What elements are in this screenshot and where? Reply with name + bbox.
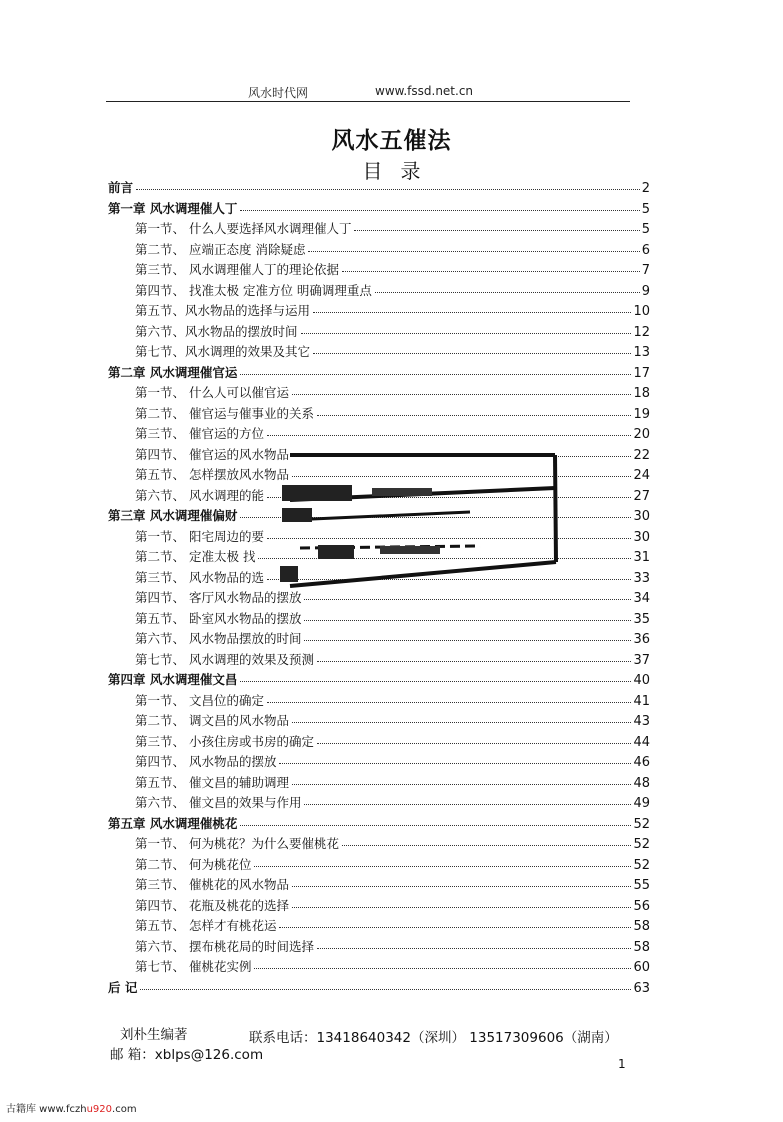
- toc-dot-leader: [279, 763, 631, 764]
- toc-section-row: [135, 875, 650, 895]
- toc-entry-label: 第二节、 何为桃花位: [135, 856, 252, 872]
- toc-dot-leader: [292, 476, 631, 477]
- toc-entry-label: 第五节、 卧室风水物品的摆放: [135, 610, 302, 626]
- toc-dot-leader: [267, 435, 631, 436]
- toc-entry-page: 5: [641, 222, 650, 237]
- toc-entry-label: 第三节、 风水调理催人丁的理论依据: [135, 262, 339, 277]
- toc-entry-label: 第四节、 催官运的风水物品: [135, 446, 289, 462]
- toc-section-row: [135, 342, 650, 362]
- toc-section-row: [135, 445, 650, 465]
- toc-chapter-row: [108, 199, 650, 219]
- page-number: 1: [618, 1057, 626, 1071]
- toc-entry-page: 18: [633, 386, 650, 401]
- toc-dot-leader: [317, 948, 631, 949]
- toc-entry-label: 第六节、 催文昌的效果与作用: [135, 795, 302, 810]
- toc-section-row: [135, 732, 650, 752]
- toc-dot-leader: [240, 825, 631, 826]
- toc-dot-leader: [308, 251, 639, 252]
- toc-entry-page: 31: [633, 550, 650, 565]
- toc-section-row: [135, 609, 650, 629]
- toc-dot-leader: [292, 394, 631, 395]
- toc-dot-leader: [342, 845, 631, 846]
- toc-dot-leader: [240, 210, 639, 211]
- toc-entry-label: 第七节、 风水调理的效果及预测: [135, 651, 314, 667]
- toc-entry-page: 40: [633, 673, 650, 688]
- toc-dot-leader: [304, 640, 631, 641]
- toc-entry-label: 第二节、 催官运与催事业的关系: [135, 405, 314, 421]
- toc-entry-page: 56: [633, 898, 650, 914]
- toc-dot-leader: [317, 415, 631, 416]
- watermark-black: fczh: [65, 1104, 87, 1115]
- toc-dot-leader: [254, 866, 631, 867]
- toc-section-row: [135, 711, 650, 731]
- toc-entry-page: 55: [633, 878, 650, 893]
- toc-entry-label: 第四节、 找准太极 定准方位 明确调理重点: [135, 282, 372, 298]
- toc-section-row: [135, 568, 650, 588]
- toc-entry-label: 第五节、 怎样摆放风水物品: [135, 467, 289, 482]
- toc-dot-leader: [342, 271, 640, 272]
- toc-entry-page: 30: [633, 509, 650, 524]
- toc-section-row: [135, 424, 650, 444]
- toc-dot-leader: [301, 333, 632, 334]
- toc-chapter-row: [108, 670, 650, 690]
- toc-dot-leader: [292, 456, 631, 457]
- toc-entry-label: 第一节、 何为桃花？为什么要催桃花: [135, 836, 339, 851]
- toc-entry-page: 5: [641, 201, 650, 217]
- toc-section-row: [135, 629, 650, 649]
- toc-section-row: [135, 383, 650, 403]
- toc-entry-page: 48: [633, 775, 650, 791]
- toc-entry-page: 24: [633, 468, 650, 483]
- toc-section-row: [135, 855, 650, 875]
- toc-entry-label: 第一节、 什么人可以催官运: [135, 385, 289, 400]
- toc-entry-page: 27: [633, 488, 650, 504]
- toc-section-row: [135, 301, 650, 321]
- toc-section-row: [135, 650, 650, 670]
- toc-entry-page: 10: [633, 304, 650, 319]
- toc-entry-page: 52: [633, 857, 650, 873]
- watermark-prefix: 古籍库 www.: [6, 1104, 66, 1115]
- header-site-url: www.fssd.net.cn: [375, 84, 474, 98]
- watermark: [6, 1100, 137, 1115]
- toc-dot-leader: [240, 681, 631, 682]
- toc-chapter-row: [108, 814, 650, 834]
- toc-section-row: [135, 957, 650, 977]
- toc-entry-label: 第六节、 风水物品摆放的时间: [135, 631, 302, 646]
- toc-entry-label: 第一章 风水调理催人丁: [108, 200, 238, 216]
- toc-entry-label: 第四节、 风水物品的摆放: [135, 754, 277, 769]
- toc-entry-page: 33: [633, 570, 650, 586]
- toc-entry-label: 第七节、风水调理的效果及其它: [135, 344, 311, 359]
- toc-entry-label: 第二节、 定准太极 找: [135, 549, 256, 564]
- toc-entry-label: 第六节、风水物品的摆放时间: [135, 323, 298, 339]
- footer-author: 刘朴生编著: [120, 1027, 188, 1043]
- toc-chapter-row: [108, 506, 650, 526]
- footer-contact: 联系电话：13418640342（深圳） 13517309606（湖南）: [249, 1030, 618, 1046]
- toc-entry-page: 30: [633, 529, 650, 545]
- toc-entry-page: 13: [633, 345, 650, 360]
- toc-section-row: [135, 260, 650, 280]
- toc-dot-leader: [267, 497, 631, 498]
- toc-entry-page: 12: [633, 324, 650, 340]
- toc-chapter-row: [108, 978, 650, 998]
- toc-section-row: [135, 752, 650, 772]
- toc-dot-leader: [258, 558, 631, 559]
- toc-entry-page: 20: [633, 427, 650, 442]
- toc-entry-label: 后 记: [108, 979, 138, 995]
- toc-entry-page: 7: [641, 263, 650, 278]
- toc-dot-leader: [292, 784, 631, 785]
- toc-section-row: [135, 916, 650, 936]
- header-site-name: 风水时代网: [248, 86, 309, 100]
- toc-entry-label: 第一节、 什么人要选择风水调理催人丁: [135, 221, 352, 236]
- toc-dot-leader: [292, 886, 631, 887]
- toc-entry-page: 60: [633, 960, 650, 975]
- toc-entry-page: 44: [633, 734, 650, 750]
- toc-dot-leader: [136, 189, 640, 190]
- toc-entry-page: 41: [633, 693, 650, 709]
- toc-section-row: [135, 793, 650, 813]
- toc-entry-page: 17: [633, 365, 650, 381]
- toc-entry-page: 52: [633, 837, 650, 852]
- toc-entry-page: 22: [633, 447, 650, 463]
- toc-dot-leader: [304, 620, 631, 621]
- toc-entry-label: 第四节、 花瓶及桃花的选择: [135, 897, 289, 913]
- toc-section-row: [135, 773, 650, 793]
- toc-entry-page: 49: [633, 796, 650, 811]
- toc-entry-page: 52: [633, 816, 650, 832]
- toc-entry-page: 9: [641, 283, 650, 299]
- footer-email: 邮 箱：xblps@126.com: [110, 1047, 264, 1063]
- toc-section-row: [135, 281, 650, 301]
- toc-section-row: [135, 404, 650, 424]
- toc-dot-leader: [267, 579, 631, 580]
- toc-dot-leader: [279, 927, 631, 928]
- toc-entry-page: 43: [633, 714, 650, 729]
- toc-entry-label: 第三节、 风水物品的选: [135, 569, 264, 585]
- toc-dot-leader: [304, 804, 631, 805]
- toc-entry-label: 第二节、 调文昌的风水物品: [135, 713, 289, 728]
- toc-entry-label: 第一节、 文昌位的确定: [135, 692, 264, 708]
- toc-section-row: [135, 240, 650, 260]
- toc-dot-leader: [240, 374, 631, 375]
- toc-section-row: [135, 547, 650, 567]
- toc-entry-label: 第二章 风水调理催官运: [108, 364, 238, 380]
- toc-section-row: [135, 322, 650, 342]
- toc-entry-page: 36: [633, 632, 650, 647]
- toc-entry-label: 第四节、 客厅风水物品的摆放: [135, 590, 302, 605]
- toc-entry-label: 第六节、 摆布桃花局的时间选择: [135, 938, 314, 954]
- toc-dot-leader: [292, 722, 631, 723]
- toc-entry-page: 19: [633, 406, 650, 422]
- toc-dot-leader: [254, 968, 631, 969]
- header-rule: [106, 101, 630, 102]
- toc-entry-page: 58: [633, 939, 650, 955]
- toc-entry-label: 第五章 风水调理催桃花: [108, 815, 238, 831]
- watermark-red: u920: [86, 1104, 113, 1115]
- toc-dot-leader: [313, 312, 631, 313]
- toc-entry-page: 63: [633, 980, 650, 996]
- toc-entry-page: 58: [633, 919, 650, 934]
- toc-dot-leader: [354, 230, 639, 231]
- toc-entry-page: 35: [633, 611, 650, 627]
- toc-dot-leader: [317, 743, 631, 744]
- toc-entry-label: 第五节、风水物品的选择与运用: [135, 303, 311, 318]
- toc-dot-leader: [317, 661, 631, 662]
- watermark-suffix: .com: [112, 1104, 137, 1115]
- toc-entry-label: 第七节、 催桃花实例: [135, 959, 252, 974]
- toc-section-row: [135, 465, 650, 485]
- toc-section-row: [135, 527, 650, 547]
- toc-entry-label: 第一节、 阳宅周边的要: [135, 528, 264, 544]
- toc-entry-label: 第三节、 小孩住房或书房的确定: [135, 733, 314, 749]
- toc-entry-label: 第三章 风水调理催偏财: [108, 508, 238, 523]
- toc-section-row: [135, 834, 650, 854]
- toc-entry-page: 6: [641, 242, 650, 258]
- toc-section-row: [135, 588, 650, 608]
- toc-entry-page: 34: [633, 591, 650, 606]
- toc-chapter-row: [108, 363, 650, 383]
- toc-heading: 目录: [362, 159, 439, 183]
- toc-dot-leader: [267, 538, 631, 539]
- toc-section-row: [135, 691, 650, 711]
- toc-dot-leader: [304, 599, 631, 600]
- toc-section-row: [135, 937, 650, 957]
- toc-chapter-row: [108, 178, 650, 198]
- toc-entry-label: 前言: [108, 180, 134, 195]
- toc-entry-label: 第六节、 风水调理的能: [135, 487, 264, 503]
- toc-dot-leader: [140, 989, 631, 990]
- toc-section-row: [135, 219, 650, 239]
- toc-dot-leader: [267, 702, 631, 703]
- toc-dot-leader: [292, 907, 631, 908]
- toc-dot-leader: [375, 292, 640, 293]
- toc-entry-label: 第三节、 催桃花的风水物品: [135, 877, 289, 892]
- toc-entry-page: 37: [633, 652, 650, 668]
- document-title: 风水五催法: [331, 127, 452, 154]
- toc-entry-page: 46: [633, 755, 650, 770]
- toc-entry-label: 第五节、 催文昌的辅助调理: [135, 774, 289, 790]
- toc-entry-label: 第三节、 催官运的方位: [135, 426, 264, 441]
- toc-entry-label: 第五节、 怎样才有桃花运: [135, 918, 277, 933]
- toc-dot-leader: [313, 353, 631, 354]
- toc-section-row: [135, 896, 650, 916]
- toc-entry-label: 第四章 风水调理催文昌: [108, 672, 238, 687]
- toc-section-row: [135, 486, 650, 506]
- toc-entry-page: 2: [641, 181, 650, 196]
- toc-dot-leader: [240, 517, 631, 518]
- toc-entry-label: 第二节、 应端正态度 消除疑虑: [135, 241, 306, 257]
